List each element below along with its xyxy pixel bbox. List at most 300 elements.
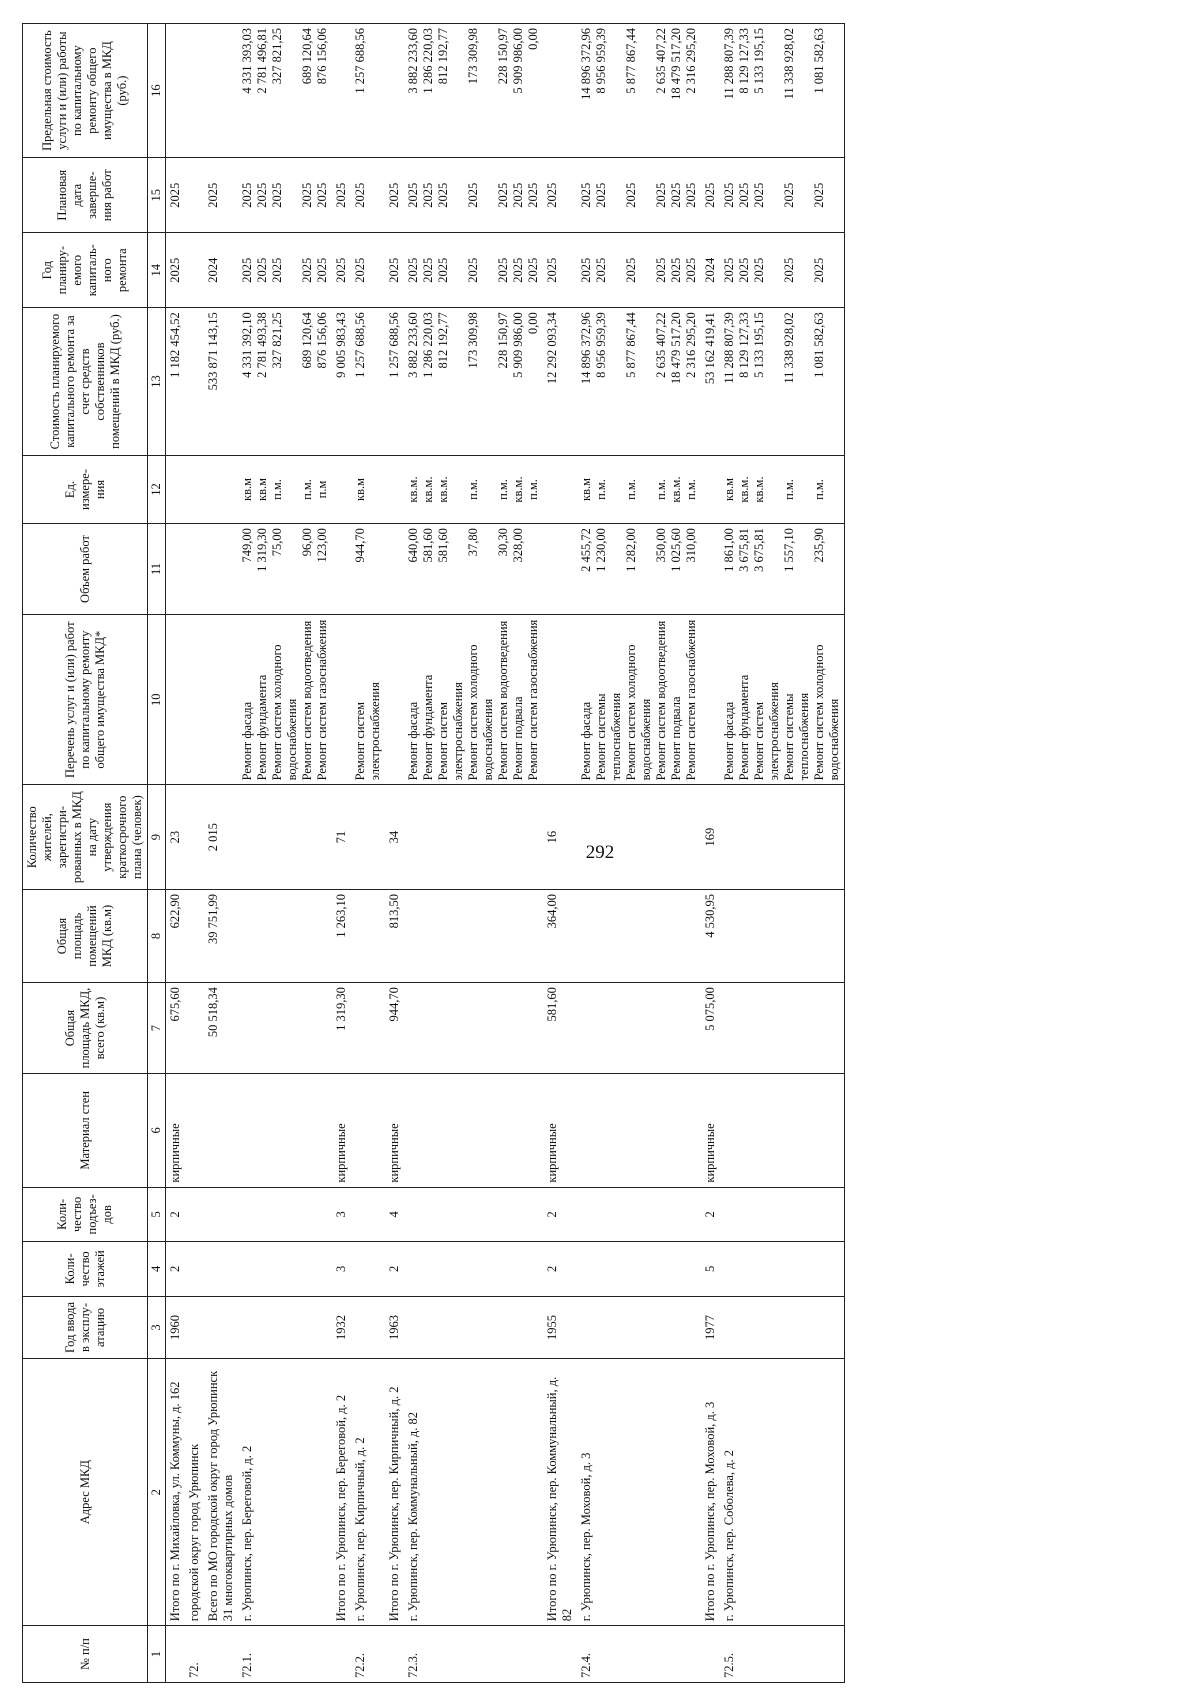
total-area-cell — [351, 983, 385, 1074]
volume-item: 2 455,72 — [579, 528, 593, 572]
page-number: 292 — [585, 842, 615, 863]
floors-cell: 2 — [543, 1242, 577, 1297]
cost-cell: 1 182 454,52 — [166, 308, 186, 456]
cost-item: 8 129 127,33 — [737, 312, 751, 378]
table-header — [23, 24, 166, 1683]
volume-item: 350,00 — [654, 528, 668, 563]
work-item: Ремонт фундамента — [737, 674, 751, 781]
floors-cell — [577, 1242, 701, 1297]
end-date-item: 2025 — [782, 182, 796, 208]
column-header-2: Адрес МКД — [23, 1359, 148, 1626]
capital-repair-table — [22, 23, 845, 1683]
row-number: 72.2. — [351, 1626, 385, 1683]
limit-item: 5 133 195,15 — [752, 28, 766, 94]
column-header-1: № п/п — [23, 1626, 148, 1683]
entrances-cell — [404, 1187, 543, 1242]
end-date-item: 2025 — [684, 182, 698, 208]
work-item: Ремонт систем газоснабжения — [526, 619, 540, 781]
address-cell: Итого по г. Урюпинск, пер. Моховой, д. 3 — [701, 1359, 720, 1626]
cost-item: 5 909 986,00 — [511, 312, 525, 378]
total-area-cell — [720, 983, 845, 1074]
unit-item: кв.м. — [511, 476, 525, 503]
limit-item: 11 288 807,39 — [722, 28, 736, 100]
rotated-sheet — [22, 23, 1187, 1683]
total-area-cell — [404, 983, 543, 1074]
total-area-cell — [185, 983, 204, 1074]
work-item: Ремонт систем электроснабжения — [436, 682, 465, 781]
unit-cell — [701, 455, 720, 523]
end-date-item: 2025 — [315, 182, 329, 208]
plan-year-cell — [185, 233, 204, 308]
volume-item: 3 675,81 — [752, 528, 766, 572]
end-date-item: 2025 — [270, 182, 284, 208]
work-item: Ремонт систем электроснабжения — [752, 682, 781, 781]
address-cell: г. Урюпинск, пер. Кирпичный, д. 2 — [351, 1359, 385, 1626]
cost-item: 5 877 867,44 — [624, 312, 638, 378]
header-row — [23, 24, 148, 1683]
end-date-cell — [351, 158, 385, 233]
end-date-cell — [238, 158, 332, 233]
end-date-item: 2025 — [255, 182, 269, 208]
volume-cell — [577, 524, 701, 615]
plan-year-item: 2025 — [240, 257, 254, 283]
year-cell — [185, 1296, 204, 1358]
unit-item: п.м. — [624, 479, 638, 500]
address-cell: Всего по МО городской округ город Урюпинск 31 многоквартирных домов — [204, 1359, 238, 1626]
limit-cell — [720, 24, 845, 158]
address-cell: г. Урюпинск, пер. Соболева, д. 2 — [720, 1359, 845, 1626]
cost-cell — [351, 308, 385, 456]
work-item: Ремонт систем водоотведения — [300, 620, 314, 781]
limit-cell — [701, 24, 720, 158]
volume-item: 640,00 — [406, 528, 420, 563]
cost-item: 3 882 233,60 — [406, 312, 420, 378]
plan-year-item: 2025 — [526, 257, 540, 283]
column-number-7: 7 — [148, 983, 166, 1074]
limit-item: 8 956 959,39 — [594, 28, 608, 94]
residents-cell: 23 — [166, 785, 186, 890]
table-row — [185, 24, 204, 1683]
floors-cell: 3 — [332, 1242, 351, 1297]
end-date-item: 2025 — [466, 182, 480, 208]
address-cell: Итого по г. Урюпинск, пер. Коммунальный, д. 82 — [543, 1359, 577, 1626]
column-header-5: Коли-чество подъез-дов — [23, 1187, 148, 1242]
work-item: Ремонт систем газоснабжения — [315, 619, 329, 781]
limit-item: 327 821,25 — [270, 28, 284, 85]
work-item: Ремонт фундамента — [255, 674, 269, 781]
entrances-cell — [185, 1187, 204, 1242]
volume-cell — [543, 524, 577, 615]
end-date-cell: 2025 — [166, 158, 186, 233]
plan-year-item: 2025 — [353, 257, 367, 283]
row-number: 72. — [185, 1626, 204, 1683]
work-item: Ремонт систем холодного водоснабжения — [812, 644, 841, 781]
column-number-3: 3 — [148, 1296, 166, 1358]
end-date-cell: 2025 — [204, 158, 238, 233]
end-date-item: 2025 — [752, 182, 766, 208]
volume-item: 328,00 — [511, 528, 525, 563]
volume-item: 1 282,00 — [624, 528, 638, 572]
work-item: Ремонт системы теплоснабжения — [594, 692, 623, 781]
address-cell: г. Урюпинск, пер. Коммунальный, д. 82 — [404, 1359, 543, 1626]
cost-cell: 1 257 688,56 — [385, 308, 404, 456]
unit-item: п.м. — [496, 479, 510, 500]
plan-year-item: 2025 — [421, 257, 435, 283]
volume-item: 30,30 — [496, 528, 510, 557]
entrances-cell: 2 — [543, 1187, 577, 1242]
cost-item: 228 150,97 — [496, 312, 510, 369]
volume-item: 123,00 — [315, 528, 329, 563]
plan-year-cell — [351, 233, 385, 308]
premises-area-cell: 622,90 — [166, 889, 186, 982]
table-row — [204, 24, 238, 1683]
year-cell: 1932 — [332, 1296, 351, 1358]
works-cell — [185, 614, 204, 784]
works-cell — [332, 614, 351, 784]
residents-cell: 2 015 — [204, 785, 238, 890]
unit-item: п.м. — [270, 479, 284, 500]
total-area-cell: 50 518,34 — [204, 983, 238, 1074]
unit-item: п.м. — [466, 479, 480, 500]
plan-year-cell: 2025 — [332, 233, 351, 308]
total-area-cell: 581,60 — [543, 983, 577, 1074]
works-cell — [720, 614, 845, 784]
residents-cell — [238, 785, 332, 890]
address-cell: г. Урюпинск, пер. Моховой, д. 3 — [577, 1359, 701, 1626]
volume-item: 1 025,60 — [669, 528, 683, 572]
material-cell: кирпичные — [385, 1074, 404, 1188]
cost-cell: 53 162 419,41 — [701, 308, 720, 456]
column-number-14: 14 — [148, 233, 166, 308]
material-cell: кирпичные — [332, 1074, 351, 1188]
premises-area-cell — [404, 889, 543, 982]
column-number-11: 11 — [148, 524, 166, 615]
end-date-item: 2025 — [421, 182, 435, 208]
limit-cell — [238, 24, 332, 158]
residents-cell — [404, 785, 543, 890]
volume-item: 581,60 — [421, 528, 435, 563]
entrances-cell: 2 — [701, 1187, 720, 1242]
end-date-item: 2025 — [436, 182, 450, 208]
material-cell — [404, 1074, 543, 1188]
limit-item: 5 877 867,44 — [624, 28, 638, 94]
material-cell — [238, 1074, 332, 1188]
address-cell: Итого по г. Урюпинск, пер. Береговой, д. 2 — [332, 1359, 351, 1626]
plan-year-item: 2025 — [594, 257, 608, 283]
end-date-cell: 2025 — [701, 158, 720, 233]
cost-item: 689 120,64 — [300, 312, 314, 369]
entrances-cell: 3 — [332, 1187, 351, 1242]
plan-year-item: 2025 — [436, 257, 450, 283]
end-date-cell: 2025 — [332, 158, 351, 233]
row-number: 72.1. — [238, 1626, 332, 1683]
row-number — [543, 1626, 577, 1683]
residents-cell: 71 — [332, 785, 351, 890]
volume-item: 37,80 — [466, 528, 480, 557]
cost-item: 2 635 407,22 — [654, 312, 668, 378]
volume-cell — [701, 524, 720, 615]
material-cell — [204, 1074, 238, 1188]
unit-item: кв.м — [579, 477, 593, 501]
column-header-6: Материал стен — [23, 1074, 148, 1188]
plan-year-cell — [404, 233, 543, 308]
address-cell: Итого по г. Михайловка, ул. Коммуны, д. 162 — [166, 1359, 186, 1626]
plan-year-cell — [720, 233, 845, 308]
work-item: Ремонт систем электроснабжения — [353, 682, 382, 781]
cost-item: 11 288 807,39 — [722, 312, 736, 384]
volume-cell — [332, 524, 351, 615]
unit-cell — [543, 455, 577, 523]
premises-area-cell: 39 751,99 — [204, 889, 238, 982]
unit-cell — [166, 455, 186, 523]
residents-cell — [720, 785, 845, 890]
end-date-item: 2025 — [240, 182, 254, 208]
limit-item: 3 882 233,60 — [406, 28, 420, 94]
plan-year-item: 2025 — [496, 257, 510, 283]
unit-cell — [404, 455, 543, 523]
residents-cell: 34 — [385, 785, 404, 890]
end-date-item: 2025 — [300, 182, 314, 208]
entrances-cell: 2 — [166, 1187, 186, 1242]
column-number-2: 2 — [148, 1359, 166, 1626]
volume-item: 235,90 — [812, 528, 826, 563]
limit-item: 14 896 372,96 — [579, 28, 593, 100]
plan-year-item: 2025 — [315, 257, 329, 283]
unit-cell — [204, 455, 238, 523]
column-header-12: Ед. измере-ния — [23, 455, 148, 523]
plan-year-item: 2025 — [466, 257, 480, 283]
limit-item: 5 909 986,00 — [511, 28, 525, 94]
table-row — [385, 24, 404, 1683]
entrances-cell — [204, 1187, 238, 1242]
unit-item: кв.м. — [406, 476, 420, 503]
limit-item: 0,00 — [526, 28, 540, 50]
cost-item: 2 316 295,20 — [684, 312, 698, 378]
total-area-cell: 675,60 — [166, 983, 186, 1074]
unit-item: кв.м. — [421, 476, 435, 503]
cost-item: 327 821,25 — [270, 312, 284, 369]
material-cell — [185, 1074, 204, 1188]
column-header-14: Год планиру-емого капиталь-ного ремонта — [23, 233, 148, 308]
plan-year-item: 2025 — [669, 257, 683, 283]
end-date-item: 2025 — [722, 182, 736, 208]
plan-year-item: 2025 — [782, 257, 796, 283]
volume-cell — [720, 524, 845, 615]
table-row — [166, 24, 186, 1683]
column-number-13: 13 — [148, 308, 166, 456]
cost-item: 11 338 928,02 — [782, 312, 796, 384]
volume-item: 75,00 — [270, 528, 284, 557]
plan-year-item: 2025 — [624, 257, 638, 283]
volume-item: 1 319,30 — [255, 528, 269, 572]
cost-cell: 9 005 983,43 — [332, 308, 351, 456]
row-number: 72.4. — [577, 1626, 701, 1683]
entrances-cell — [351, 1187, 385, 1242]
end-date-item: 2025 — [511, 182, 525, 208]
unit-item: кв.м. — [737, 476, 751, 503]
entrances-cell: 4 — [385, 1187, 404, 1242]
unit-item: п.м. — [812, 479, 826, 500]
limit-item: 2 781 496,81 — [255, 28, 269, 94]
cost-item: 8 956 959,39 — [594, 312, 608, 378]
total-area-cell — [238, 983, 332, 1074]
works-cell — [543, 614, 577, 784]
limit-item: 173 309,98 — [466, 28, 480, 85]
cost-cell — [238, 308, 332, 456]
year-cell — [720, 1296, 845, 1358]
plan-year-cell — [238, 233, 332, 308]
plan-year-item: 2025 — [812, 257, 826, 283]
plan-year-item: 2025 — [684, 257, 698, 283]
end-date-item: 2025 — [624, 182, 638, 208]
table-row — [238, 24, 332, 1683]
floors-cell: 2 — [385, 1242, 404, 1297]
unit-cell — [385, 455, 404, 523]
limit-item: 2 635 407,22 — [654, 28, 668, 94]
volume-item: 1 230,00 — [594, 528, 608, 572]
material-cell — [577, 1074, 701, 1188]
table-body — [166, 24, 845, 1683]
column-header-10: Перечень услуг и (или) работ по капитальному ремонту общего имущества МКД* — [23, 614, 148, 784]
works-cell — [166, 614, 186, 784]
table-row — [577, 24, 701, 1683]
column-number-9: 9 — [148, 785, 166, 890]
unit-item: п.м. — [526, 479, 540, 500]
plan-year-item: 2025 — [300, 257, 314, 283]
work-item: Ремонт фасада — [406, 701, 420, 781]
row-number — [204, 1626, 238, 1683]
limit-item: 11 338 928,02 — [782, 28, 796, 100]
unit-item: кв.м — [240, 477, 254, 501]
unit-cell — [185, 455, 204, 523]
premises-area-cell: 1 263,10 — [332, 889, 351, 982]
unit-item: кв.м — [255, 477, 269, 501]
unit-item: п.м. — [594, 479, 608, 500]
address-cell: городской округ город Урюпинск — [185, 1359, 204, 1626]
end-date-item: 2025 — [669, 182, 683, 208]
volume-cell — [404, 524, 543, 615]
works-cell — [385, 614, 404, 784]
end-date-item: 2025 — [654, 182, 668, 208]
volume-item: 1 861,00 — [722, 528, 736, 572]
year-cell: 1963 — [385, 1296, 404, 1358]
row-number — [385, 1626, 404, 1683]
column-number-row — [148, 24, 166, 1683]
material-cell — [720, 1074, 845, 1188]
material-cell — [351, 1074, 385, 1188]
residents-cell: 16 — [543, 785, 577, 890]
row-number: 72.5. — [720, 1626, 845, 1683]
table-row — [543, 24, 577, 1683]
total-area-cell: 944,70 — [385, 983, 404, 1074]
column-header-13: Стоимость планируемого капитального ремонта за счет средств собственников помещений в МКД (руб.) — [23, 308, 148, 456]
cost-item: 876 156,06 — [315, 312, 329, 369]
unit-item: кв.м. — [436, 476, 450, 503]
cost-item: 0,00 — [526, 312, 540, 335]
cost-cell — [577, 308, 701, 456]
cost-item: 1 257 688,56 — [353, 312, 367, 378]
limit-item: 812 192,77 — [436, 28, 450, 85]
volume-item: 310,00 — [684, 528, 698, 563]
plan-year-item: 2025 — [255, 257, 269, 283]
premises-area-cell: 4 530,95 — [701, 889, 720, 982]
cost-item: 4 331 392,10 — [240, 312, 254, 378]
limit-item: 2 316 295,20 — [684, 28, 698, 94]
column-number-15: 15 — [148, 158, 166, 233]
end-date-cell — [720, 158, 845, 233]
total-area-cell: 1 319,30 — [332, 983, 351, 1074]
work-item: Ремонт подвала — [669, 696, 683, 781]
end-date-cell — [404, 158, 543, 233]
total-area-cell: 5 075,00 — [701, 983, 720, 1074]
end-date-cell: 2025 — [385, 158, 404, 233]
cost-item: 18 479 517,20 — [669, 312, 683, 385]
limit-cell — [404, 24, 543, 158]
cost-cell — [185, 308, 204, 456]
limit-cell — [185, 24, 204, 158]
limit-item: 18 479 517,20 — [669, 28, 683, 100]
end-date-item: 2025 — [579, 182, 593, 208]
floors-cell — [204, 1242, 238, 1297]
limit-item: 689 120,64 — [300, 28, 314, 85]
residents-cell — [577, 785, 701, 890]
limit-cell — [166, 24, 186, 158]
work-item: Ремонт систем водоотведения — [496, 620, 510, 781]
address-cell: Итого по г. Урюпинск, пер. Кирпичный, д. 2 — [385, 1359, 404, 1626]
plan-year-item: 2025 — [406, 257, 420, 283]
cost-item: 1 286 220,03 — [421, 312, 435, 378]
plan-year-cell: 2025 — [385, 233, 404, 308]
column-number-16: 16 — [148, 24, 166, 158]
row-number: 72.3. — [404, 1626, 543, 1683]
column-header-7: Общая площадь МКД, всего (кв.м) — [23, 983, 148, 1074]
plan-year-cell: 2025 — [543, 233, 577, 308]
cost-cell — [404, 308, 543, 456]
volume-cell — [166, 524, 186, 615]
row-number — [166, 1626, 186, 1683]
unit-cell — [332, 455, 351, 523]
limit-item: 4 331 393,03 — [240, 28, 254, 94]
work-item: Ремонт фасада — [722, 701, 736, 781]
work-item: Ремонт подвала — [511, 696, 525, 781]
limit-cell — [577, 24, 701, 158]
total-area-cell — [577, 983, 701, 1074]
unit-cell — [577, 455, 701, 523]
floors-cell — [404, 1242, 543, 1297]
work-item: Ремонт систем холодного водоснабжения — [624, 644, 653, 781]
work-item: Ремонт системы теплоснабжения — [782, 692, 811, 781]
column-number-1: 1 — [148, 1626, 166, 1683]
plan-year-cell: 2024 — [701, 233, 720, 308]
column-header-15: Плановая дата заверше-ния работ — [23, 158, 148, 233]
unit-cell — [720, 455, 845, 523]
column-header-3: Год ввода в эксплу-атацию — [23, 1296, 148, 1358]
cost-cell: 533 871 143,15 — [204, 308, 238, 456]
table-row — [351, 24, 385, 1683]
column-number-6: 6 — [148, 1074, 166, 1188]
premises-area-cell — [238, 889, 332, 982]
floors-cell — [185, 1242, 204, 1297]
residents-cell: 169 — [701, 785, 720, 890]
work-item: Ремонт систем холодного водоснабжения — [270, 644, 299, 781]
limit-cell — [351, 24, 385, 158]
address-cell: г. Урюпинск, пер. Береговой, д. 2 — [238, 1359, 332, 1626]
row-number — [332, 1626, 351, 1683]
premises-area-cell: 364,00 — [543, 889, 577, 982]
residents-cell — [185, 785, 204, 890]
volume-item: 3 675,81 — [737, 528, 751, 572]
plan-year-cell: 2024 — [204, 233, 238, 308]
